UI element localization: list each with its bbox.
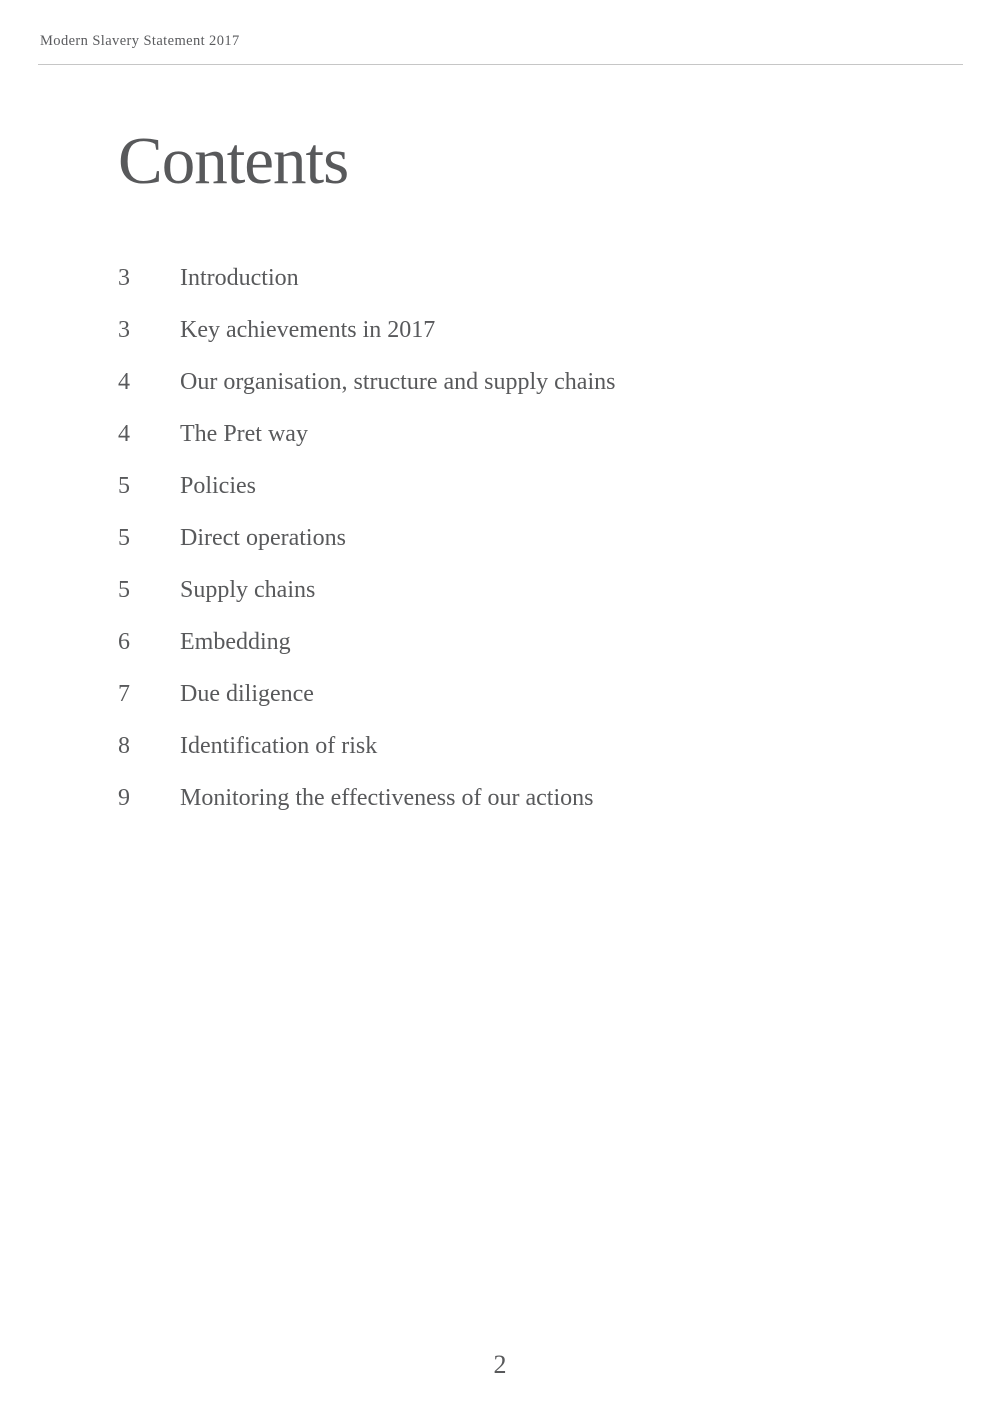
- footer-page-number: 2: [493, 1350, 507, 1379]
- toc-entry-the-pret-way[interactable]: [118, 408, 615, 460]
- toc-entry-label: Key achievements in 2017: [180, 317, 436, 343]
- toc-entry-label: Policies: [180, 473, 256, 499]
- toc-entry-identification-of-risk[interactable]: [118, 720, 615, 772]
- toc-entry-policies[interactable]: [118, 460, 615, 512]
- toc-entry-label: Monitoring the effectiveness of our actions: [180, 785, 594, 811]
- toc-page-number: 5: [118, 473, 130, 499]
- toc-page-number: 7: [118, 681, 130, 707]
- toc-entry-direct-operations[interactable]: [118, 512, 615, 564]
- toc-page-number: 8: [118, 733, 130, 759]
- toc-page-number: 3: [118, 265, 130, 291]
- toc-entry-key-achievements[interactable]: [118, 304, 615, 356]
- toc-entry-label: Our organisation, structure and supply chains: [180, 369, 616, 395]
- toc-page-number: 6: [118, 629, 130, 655]
- toc-entry-label: Embedding: [180, 629, 291, 655]
- toc-page-number: 9: [118, 785, 130, 811]
- toc-entry-due-diligence[interactable]: [118, 668, 615, 720]
- table-of-contents: [118, 252, 615, 824]
- running-header-title: Modern Slavery Statement 2017: [40, 33, 240, 49]
- toc-entry-label: Supply chains: [180, 577, 316, 603]
- toc-page-number: 4: [118, 421, 130, 447]
- toc-entry-label: Direct operations: [180, 525, 346, 551]
- toc-entry-our-organisation[interactable]: [118, 356, 615, 408]
- toc-page-number: 3: [118, 317, 130, 343]
- toc-entry-label: The Pret way: [180, 421, 308, 447]
- toc-entry-monitoring-effectiveness[interactable]: [118, 772, 615, 824]
- header-divider: [38, 64, 963, 65]
- toc-entry-introduction[interactable]: [118, 252, 615, 304]
- toc-entry-embedding[interactable]: [118, 616, 615, 668]
- toc-page-number: 5: [118, 577, 130, 603]
- toc-entry-label: Due diligence: [180, 681, 314, 707]
- toc-entry-label: Introduction: [180, 265, 299, 291]
- toc-page-number: 5: [118, 525, 130, 551]
- toc-entry-label: Identification of risk: [180, 733, 378, 759]
- page-title: Contents: [118, 124, 349, 198]
- toc-entry-supply-chains[interactable]: [118, 564, 615, 616]
- toc-page-number: 4: [118, 369, 130, 395]
